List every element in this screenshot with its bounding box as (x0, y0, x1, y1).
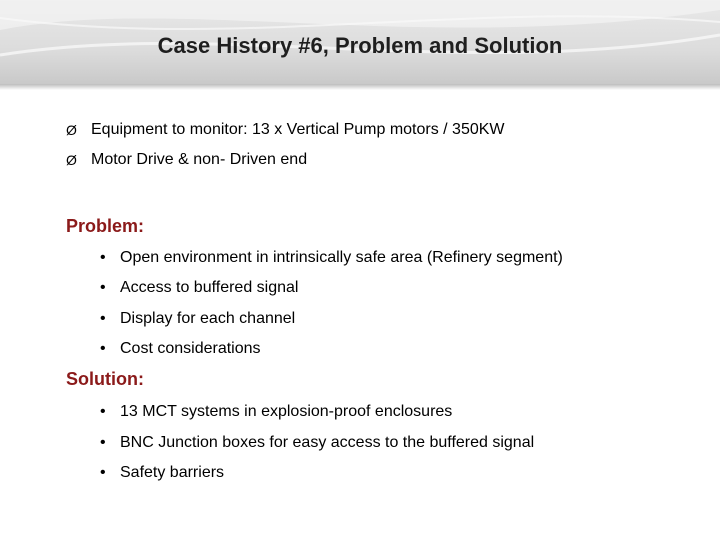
problem-item-text: Access to buffered signal (120, 279, 299, 296)
bullet-icon: • (100, 310, 106, 327)
solution-item (100, 434, 534, 452)
problem-item-text: Open environment in intrinsically safe area (Refinery segment) (120, 249, 563, 266)
intro-item-text: Motor Drive & non- Driven end (91, 151, 308, 168)
bullet-icon: • (100, 249, 106, 266)
arrow-bullet-icon: Ø (66, 122, 77, 138)
intro-item (66, 121, 505, 139)
solution-item-text: BNC Junction boxes for easy access to the buffered signal (120, 434, 535, 451)
header-shadow (0, 84, 720, 90)
solution-item (100, 464, 224, 482)
problem-item (100, 279, 298, 297)
bullet-icon: • (100, 403, 106, 420)
bullet-icon: • (100, 279, 106, 296)
problem-item (100, 310, 295, 328)
solution-item (100, 403, 452, 421)
solution-item-text: 13 MCT systems in explosion-proof enclosures (120, 403, 453, 420)
intro-item (66, 151, 307, 169)
solution-item-text: Safety barriers (120, 464, 225, 481)
slide-header (0, 0, 720, 84)
bullet-icon: • (100, 434, 106, 451)
bullet-icon: • (100, 340, 106, 357)
arrow-bullet-icon: Ø (66, 152, 77, 168)
problem-item (100, 249, 563, 267)
slide-title: Case History #6, Problem and Solution (157, 33, 563, 58)
intro-item-text: Equipment to monitor: 13 x Vertical Pump motors / 350KW (91, 121, 505, 138)
problem-item (100, 340, 261, 358)
bullet-icon: • (100, 464, 106, 481)
problem-item-text: Cost considerations (120, 340, 261, 357)
solution-heading: Solution: (66, 369, 144, 389)
problem-item-text: Display for each channel (120, 310, 296, 327)
problem-heading: Problem: (66, 216, 145, 236)
